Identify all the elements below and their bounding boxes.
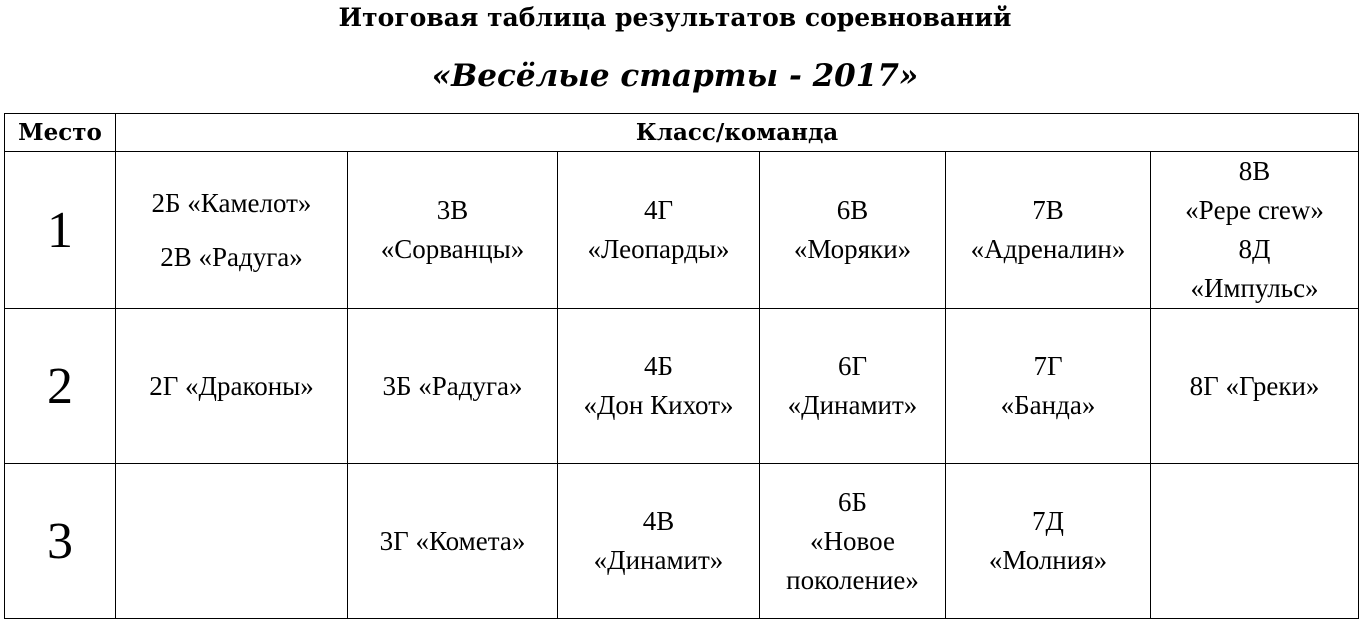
team-cell (348, 309, 558, 464)
team-line: 8Г «Греки» (1189, 370, 1320, 401)
team-line: «Динамит» (593, 545, 724, 575)
team-line: 3В (436, 195, 469, 225)
team-cell (116, 309, 348, 464)
team-cell-empty (116, 464, 348, 619)
team-line: 6Б (837, 486, 867, 517)
team-line: 2В «Радуга» (160, 241, 303, 272)
team-cell (558, 464, 760, 619)
team-cell (1151, 309, 1359, 464)
team-line: 7В (1032, 195, 1064, 225)
table-row (5, 464, 1359, 619)
team-line: 2Б «Камелот» (151, 187, 312, 218)
team-cell (558, 152, 760, 309)
team-cell-empty (1151, 464, 1359, 619)
team-line: 7Г (1033, 351, 1063, 381)
team-line: 6Г (837, 351, 868, 381)
team-line: «Банда» (1000, 390, 1096, 420)
team-line: 4Г (643, 195, 674, 225)
team-cell (760, 464, 946, 619)
team-line: 8Д (1238, 234, 1271, 264)
team-cell (946, 309, 1151, 464)
team-line: «Динамит» (787, 390, 918, 420)
team-line: «Pepe crew» (1185, 195, 1324, 225)
header-row (5, 114, 1359, 152)
team-cell (116, 152, 348, 309)
team-line: 4В (642, 506, 675, 536)
team-cell (348, 152, 558, 309)
team-line: «Импульс» (1190, 273, 1319, 303)
team-cell (946, 152, 1151, 309)
team-line: «Сорванцы» (380, 234, 525, 264)
team-cell (348, 464, 558, 619)
team-line: 4Б (643, 351, 673, 381)
team-line: 2Г «Драконы» (149, 370, 314, 401)
place-cell: 2 (5, 309, 116, 464)
team-line: «Новое (810, 525, 895, 556)
team-line: 3Г «Комета» (379, 525, 526, 556)
team-cell (1151, 152, 1359, 309)
team-cell (760, 152, 946, 309)
team-line: 6В (836, 195, 869, 225)
team-line: «Моряки» (793, 234, 912, 264)
team-line: «Адреналин» (970, 234, 1126, 264)
results-table (4, 113, 1359, 619)
team-line: 3Б «Радуга» (382, 370, 523, 401)
page-subtitle: «Весёлые старты - 2017» (431, 58, 919, 94)
team-column-header: Класс/команда (116, 114, 1359, 152)
team-line: 8В (1238, 156, 1271, 186)
place-cell: 3 (5, 464, 116, 619)
table-row (5, 152, 1359, 309)
team-cell (558, 309, 760, 464)
team-line: «Леопарды» (587, 234, 730, 264)
team-line: «Дон Кихот» (583, 390, 734, 420)
team-line: поколение» (786, 564, 919, 595)
place-column-header: Место (5, 114, 116, 152)
place-cell: 1 (5, 152, 116, 309)
team-cell (760, 309, 946, 464)
team-line: «Молния» (988, 545, 1108, 575)
page-title: Итоговая таблица результатов соревнований (338, 3, 1012, 32)
team-line: 7Д (1032, 506, 1064, 536)
team-cell (946, 464, 1151, 619)
table-row (5, 309, 1359, 464)
